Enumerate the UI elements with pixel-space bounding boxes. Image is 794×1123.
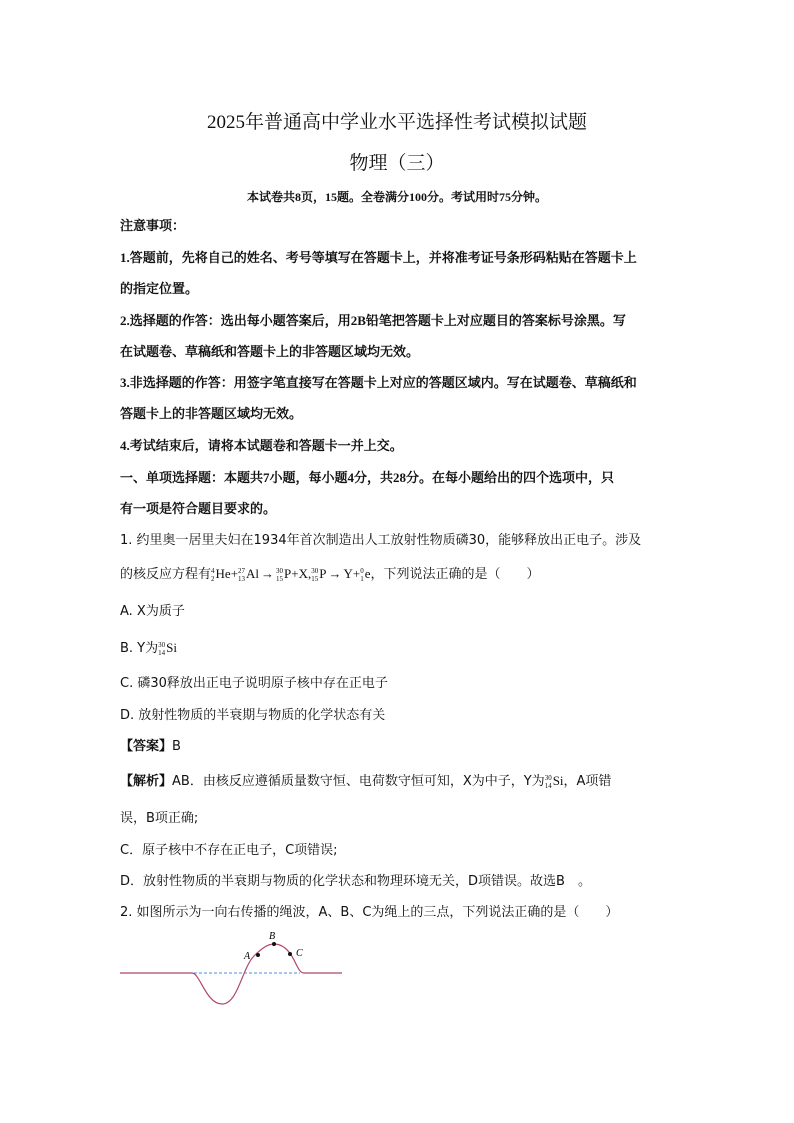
- al-mass-number: 27: [238, 567, 246, 576]
- p-atomic-number: 15: [276, 575, 284, 584]
- plus-sign-2: +: [291, 566, 299, 581]
- point-a-label: A: [244, 951, 251, 962]
- notice-item-2-line-2: 在试题卷、草稿纸和答题卡上的非答题区域均无效。: [120, 344, 420, 359]
- rope-wave-figure: [118, 928, 348, 1010]
- section-1-line-2: 有一项是符合题目要求的。: [120, 501, 277, 516]
- q1-stem-line-2: [120, 566, 540, 583]
- analysis-text-b: ，A项错: [563, 774, 612, 789]
- section-1-line-1: 一、单项选择题：本题共7小题，每小题4分，共28分。在每小题给出的四个选项中，只: [120, 470, 615, 485]
- q2-stem: 2. 如图所示为一向右传播的绳波，A、B、C为绳上的三点，下列说法正确的是（ ）: [120, 905, 619, 920]
- q1-answer: [120, 739, 181, 755]
- answer-tag: 【答案】: [120, 739, 173, 754]
- e-atomic-number: 1: [360, 575, 364, 584]
- q1-reaction-equation: [211, 566, 371, 584]
- al-symbol: Al: [246, 566, 260, 581]
- he-mass-number: 4: [211, 567, 215, 576]
- exam-info: 本试卷共8页，15题。全卷满分100分。考试用时75分钟。: [246, 190, 547, 204]
- reaction-arrow-1: →: [261, 566, 275, 581]
- plus-sign-3: +: [352, 566, 361, 581]
- he-symbol: He: [215, 566, 231, 581]
- he-atomic-number: 2: [211, 575, 215, 584]
- e-symbol: e: [364, 566, 371, 581]
- y-symbol: Y: [343, 566, 353, 581]
- notice-item-1-line-2: 的指定位置。: [120, 281, 199, 296]
- point-c-label: C: [296, 948, 303, 959]
- analysis-si-symbol: Si: [552, 773, 564, 788]
- notice-item-2-line-1: 2.选择题的作答：选出每小题答案后，用2B铅笔把答题卡上对应题目的答案标号涂黑。写: [120, 313, 626, 328]
- p-symbol: P: [284, 566, 292, 581]
- p2-mass-number: 30: [311, 567, 319, 576]
- q1-analysis-line-4: D．放射性物质的半衰期与物质的化学状态和物理环境无关，D项错误。故选B 。: [120, 874, 591, 889]
- q1-analysis-line-1: [120, 773, 611, 790]
- x-symbol: X: [298, 566, 308, 581]
- q1-option-b-prefix: B. Y为: [120, 641, 159, 656]
- notice-item-1-line-1: 1.答题前，先将自己的姓名、考号等填写在答题卡上，并将准考证号条形码粘贴在答题卡上: [120, 250, 637, 265]
- point-b-label: B: [269, 931, 276, 942]
- analysis-si-mass-number: 30: [544, 774, 552, 783]
- notice-heading: 注意事项：: [120, 218, 186, 233]
- rope-wave-curve: [120, 944, 342, 1004]
- p2-symbol: P: [319, 566, 327, 581]
- analysis-si-atomic-number: 14: [544, 782, 552, 791]
- q1-option-c: C. 磷30释放出正电子说明原子核中存在正电子: [120, 676, 388, 691]
- plus-sign-1: +: [230, 566, 239, 581]
- point-b-dot: [272, 942, 276, 946]
- notice-item-3-line-1: 3.非选择题的作答：用签字笔直接写在答题卡上对应的答题区域内。写在试题卷、草稿纸和: [120, 375, 637, 390]
- q1-option-a: A. X为质子: [120, 604, 185, 619]
- p2-atomic-number: 15: [311, 575, 319, 584]
- point-c-dot: [288, 952, 292, 956]
- p-mass-number: 30: [276, 567, 284, 576]
- analysis-tag: 【解析】: [120, 774, 173, 789]
- q1-analysis-line-3: C．原子核中不存在正电子，C项错误;: [120, 843, 338, 858]
- q1-analysis-line-2: 误，B项正确;: [120, 811, 199, 826]
- q1-option-b: [120, 640, 177, 657]
- q1-option-d: D. 放射性物质的半衰期与物质的化学状态有关: [120, 708, 386, 723]
- e-mass-number: 0: [360, 567, 364, 576]
- si-symbol: Si: [166, 640, 177, 655]
- exam-subtitle: 物理（三）: [349, 153, 445, 174]
- q1-stem-prefix: 的核反应方程有: [120, 567, 212, 582]
- equation-comma: ,: [308, 566, 312, 581]
- notice-item-4: 4.考试结束后，请将本试题卷和答题卡一并上交。: [120, 438, 403, 453]
- exam-title: 2025年普通高中学业水平选择性考试模拟试题: [206, 112, 587, 133]
- al-atomic-number: 13: [238, 575, 246, 584]
- q1-stem-suffix: ，下列说法正确的是（ ）: [370, 567, 540, 582]
- notice-item-3-line-2: 答题卡上的非答题区域均无效。: [120, 406, 303, 421]
- point-a-dot: [256, 953, 260, 957]
- reaction-arrow-2: →: [328, 566, 342, 581]
- q1-stem-line-1: 1. 约里奥一居里夫妇在1934年首次制造出人工放射性物质磷30，能够释放出正电子。涉及: [120, 533, 642, 548]
- answer-value: B: [172, 739, 181, 754]
- analysis-text-a: AB．由核反应遵循质量数守恒、电荷数守恒可知，X为中子，Y为: [172, 774, 545, 789]
- si-atomic-number: 14: [158, 649, 166, 658]
- si-mass-number: 30: [158, 641, 166, 650]
